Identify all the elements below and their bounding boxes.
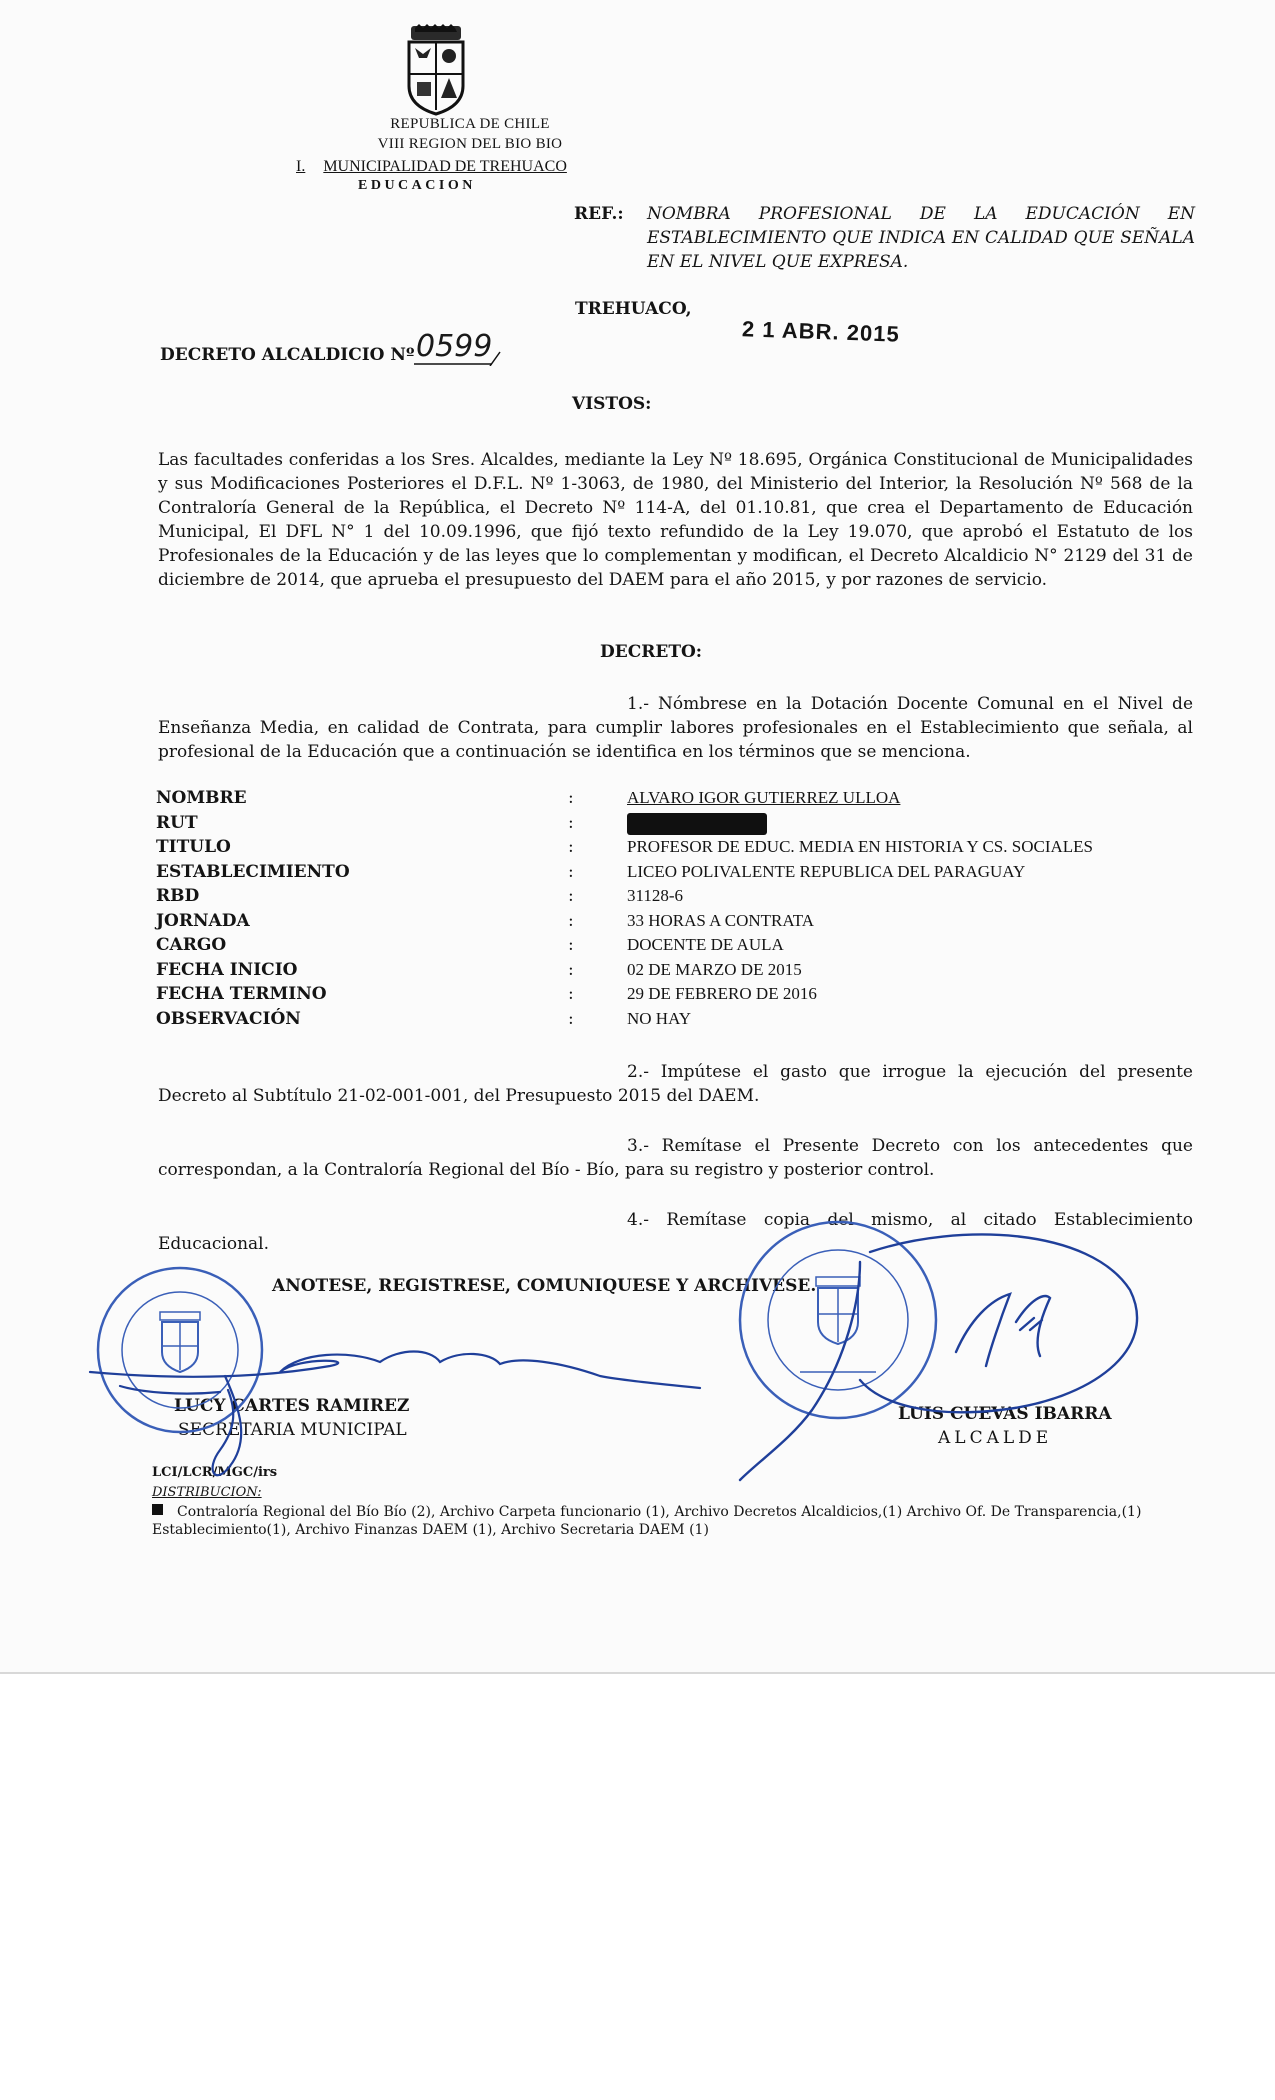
detail-separator: : [568, 886, 574, 906]
detail-value: 31128-6 [627, 886, 684, 905]
detail-separator: : [568, 788, 574, 808]
header-region: VIII REGION DEL BIO BIO [377, 136, 563, 152]
detail-row [156, 958, 1196, 983]
decree-number-text: 0599 [416, 329, 493, 364]
redaction-mark [627, 813, 767, 835]
initials: LCI/LCR/MGC/irs [152, 1465, 278, 1480]
detail-value: DOCENTE DE AULA [627, 935, 784, 954]
header-republic: REPUBLICA DE CHILE [390, 116, 550, 132]
distribution-label: DISTRIBUCION: [152, 1485, 262, 1500]
decreto-title: DECRETO: [600, 642, 703, 662]
detail-row [156, 835, 1196, 860]
vistos-title: VISTOS: [572, 394, 652, 414]
appointee-details-table [156, 786, 1196, 1031]
decree-label: DECRETO ALCALDICIO Nº [160, 345, 415, 365]
detail-label: FECHA INICIO [156, 959, 298, 980]
detail-value: 02 DE MARZO DE 2015 [627, 959, 802, 979]
vistos-text: Las facultades conferidas a los Sres. Alcaldes, mediante la Ley Nº 18.695, Orgánica Constitucional de Municipalidades y sus Modificaciones Posteriores el D.F.L. Nº 1-3063, de 1980, del Ministerio del Interior, la Resolución Nº 568 de la Contraloría General de la República, el Decreto Nº 114-A, del 01.10.81, que crea el Departamento de Educación Municipal, El DFL N° 1 del 10.09.1996, que fijó texto refundido de la Ley 19.070, que aprobó el Estatuto de los Profesionales de la Educación y de las leyes que lo complementan y modifican, el Decreto Alcaldicio N° 2129 del 31 de diciembre de 2014, que aprueba el presupuesto del DAEM para el año 2015, y por razones de servicio. [158, 450, 1193, 590]
detail-label: ESTABLECIMIENTO [156, 861, 350, 882]
closing-formula: ANOTESE, REGISTRESE, COMUNIQUESE Y ARCHIVESE. [272, 1276, 817, 1296]
detail-row [156, 982, 1196, 1007]
detail-label: FECHA TERMINO [156, 984, 327, 1004]
detail-separator: : [568, 812, 574, 833]
decree-number [412, 326, 504, 366]
detail-row [156, 884, 1196, 909]
mayor-role: ALCALDE [938, 1428, 1053, 1448]
distribution-text: Contraloría Regional del Bío Bío (2), Archivo Carpeta funcionario (1), Archivo Decretos Alcaldicios,(1) Archivo Of. De Transparencia,(1) Establecimiento(1), Archivo Finanzas DAEM (1), Archivo Secretaria DAEM (1) [152, 1504, 1142, 1538]
mayor-name: LUIS CUEVAS IBARRA [898, 1404, 1112, 1424]
detail-separator: : [568, 935, 574, 955]
place: TREHUACO, [575, 299, 692, 319]
municipality-prefix: I. [296, 158, 306, 175]
detail-separator: : [568, 910, 574, 931]
secretary-name: LUCY CARTES RAMIREZ [174, 1396, 410, 1416]
detail-value: LICEO POLIVALENTE REPUBLICA DEL PARAGUAY [627, 861, 1026, 881]
detail-label: CARGO [156, 935, 227, 955]
detail-value: NO HAY [627, 1008, 692, 1028]
detail-row [156, 909, 1196, 934]
detail-separator: : [568, 984, 574, 1004]
detail-separator: : [568, 861, 574, 882]
detail-value: 33 HORAS A CONTRATA [627, 910, 815, 930]
clause-2: 2.- Impútese el gasto que irrogue la ejecución del presente Decreto al Subtítulo 21-02-001-001, del Presupuesto 2015 del DAEM. [158, 1062, 1193, 1106]
detail-separator: : [568, 959, 574, 980]
clause-1: 1.- Nómbrese en la Dotación Docente Comunal en el Nivel de Enseñanza Media, en calidad de Contrata, para cumplir labores profesionales en el Establecimiento que señala, al profesional de la Educación que a continuación se identifica en los términos que se menciona. [158, 694, 1193, 762]
bullet-icon [152, 1504, 163, 1515]
detail-label: RBD [156, 886, 200, 906]
coat-of-arms-icon [405, 24, 467, 116]
clause-3: 3.- Remítase el Presente Decreto con los antecedentes que correspondan, a la Contraloría Regional del Bío - Bío, para su registro y posterior control. [158, 1136, 1193, 1180]
detail-value: PROFESOR DE EDUC. MEDIA EN HISTORIA Y CS. SOCIALES [627, 837, 1093, 856]
detail-value: 29 DE FEBRERO DE 2016 [627, 984, 817, 1003]
detail-row [156, 933, 1196, 958]
detail-row [156, 860, 1196, 885]
detail-value: ALVARO IGOR GUTIERREZ ULLOA [627, 788, 901, 807]
ref-label: REF.: [574, 204, 624, 224]
header-municipality [296, 158, 567, 176]
detail-label: TITULO [156, 837, 231, 857]
detail-row [156, 811, 1196, 836]
detail-separator: : [568, 1008, 574, 1029]
ref-text: NOMBRA PROFESIONAL DE LA EDUCACIÓN EN ESTABLECIMIENTO QUE INDICA EN CALIDAD QUE SEÑALA EN EL NIVEL QUE EXPRESA. [647, 204, 1195, 272]
secretary-role: SECRETARIA MUNICIPAL [178, 1420, 407, 1440]
detail-row [156, 786, 1196, 811]
distribution-list [152, 1503, 1192, 1539]
date-stamp: 2 1 ABR. 2015 [741, 316, 901, 347]
detail-label: OBSERVACIÓN [156, 1008, 301, 1029]
detail-label: RUT [156, 812, 198, 833]
detail-separator: : [568, 837, 574, 857]
detail-label: NOMBRE [156, 788, 247, 808]
detail-row [156, 1007, 1196, 1032]
detail-label: JORNADA [156, 910, 250, 931]
header-department: EDUCACION [358, 178, 476, 193]
municipality-name: MUNICIPALIDAD DE TREHUACO [323, 158, 567, 175]
clause-4: 4.- Remítase copia del mismo, al citado Establecimiento Educacional. [158, 1210, 1193, 1254]
